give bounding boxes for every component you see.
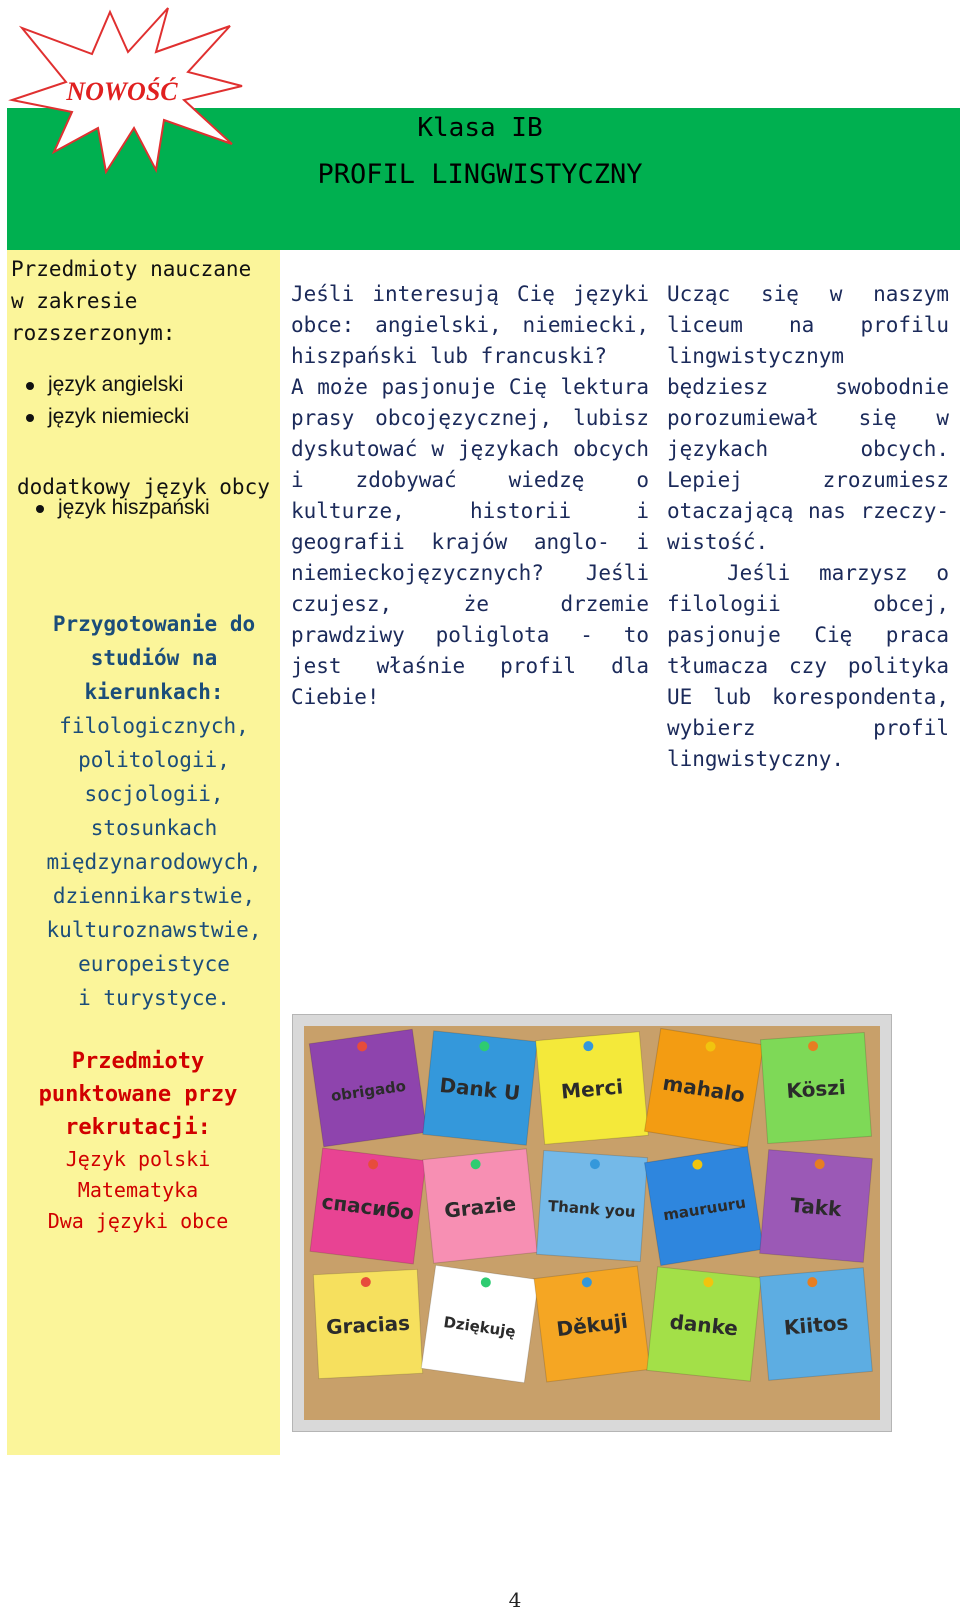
sticky-note-text: Grazie [443, 1191, 518, 1223]
intro-column [291, 279, 649, 713]
sticky-note-text: Köszi [785, 1074, 847, 1104]
sticky-note [645, 1147, 764, 1266]
sticky-note-text: obrigado [329, 1076, 408, 1106]
recruitment-title: Przedmioty punktowane przy rekrutacji: [38, 1049, 238, 1140]
study-preparation-title: Przygotowanie do studiów na kierunkach: [52, 612, 256, 704]
sticky-note-text: Dank U [438, 1072, 522, 1106]
sticky-note [534, 1266, 650, 1382]
intro-paragraph-1: Jeśli interesują Cię języki obce: angielski, niemiecki, hiszpański lub francuski? [291, 282, 649, 368]
sticky-note [760, 1150, 873, 1263]
sticky-note [423, 1149, 537, 1263]
benefits-paragraph-2: Jeśli marzysz o filologii obcej, pasjonuje Cię praca tłumacza czy polityka UE lub korespondenta, wybierz profil lingwistyczny. [667, 561, 949, 771]
sticky-note [760, 1032, 871, 1143]
list-item: Język polski [65, 1147, 211, 1171]
list-item: kulturoznawstwie, [46, 918, 262, 942]
intro-paragraph-2: A może pasjonuje Cię lektura prasy obcojęzycznej, lubisz dyskutować w językach obcych i zdobywać wiedzę o kulturze, historii i geografii krajów anglo- i niemieckojęzycznych? Jeśli czujesz, że drzemie prawdziwy poliglota - to jest właśnie profil dla Ciebie! [291, 375, 649, 709]
sticky-note-text: Gracias [325, 1310, 411, 1340]
list-item: europeistyce [78, 952, 230, 976]
sticky-note-text: Merci [560, 1074, 625, 1104]
extended-subjects-heading: Przedmioty nauczane w zakresie rozszerzonym: [11, 257, 252, 345]
list-item: Matematyka [77, 1178, 199, 1202]
list-item: język angielski [26, 369, 189, 401]
recruitment-subjects [16, 1045, 260, 1237]
sticky-note-text: danke [668, 1309, 740, 1341]
sticky-note-text: спасибо [320, 1189, 416, 1225]
sticky-note-text: mauruuru [661, 1193, 747, 1225]
list-item: język hiszpański [36, 492, 210, 524]
list-item: stosunkach [90, 816, 218, 840]
list-item: międzynarodowych, [46, 850, 262, 874]
study-preparation [32, 607, 276, 1015]
extra-language-list [36, 492, 210, 524]
sticky-note-text: Thank you [547, 1196, 637, 1222]
sticky-note-text: Děkuji [555, 1308, 630, 1342]
sticky-note [421, 1265, 538, 1382]
extended-subjects-list [26, 369, 189, 433]
sticky-note [310, 1148, 426, 1264]
sticky-note-text: Dziękuję [442, 1313, 517, 1341]
sticky-note [536, 1150, 647, 1261]
benefits-paragraph-1: Ucząc się w naszym liceum na profilu lingwistycznym będziesz swobodnie porozumiewał się w językach obcych. Lepiej zrozumiesz otaczającą nas rzeczy-wistość. [667, 282, 949, 554]
new-badge-star-icon [6, 4, 246, 174]
sticky-note [760, 1268, 873, 1381]
sticky-note-text: mahalo [661, 1070, 747, 1108]
benefits-column [667, 279, 949, 775]
list-item: i turystyce. [78, 986, 230, 1010]
sticky-note [647, 1267, 761, 1381]
new-badge-text: NOWOŚĆ [66, 77, 178, 106]
list-item: Dwa języki obce [47, 1209, 229, 1233]
page-number: 4 [508, 1588, 522, 1612]
list-item: język niemiecki [26, 401, 189, 433]
sticky-note [536, 1032, 649, 1145]
list-item: dziennikarstwie, [52, 884, 256, 908]
study-fields [32, 709, 276, 1015]
thank-you-corkboard-image [292, 1014, 892, 1432]
sticky-note [309, 1029, 426, 1146]
profile-title: PROFIL LINGWISTYCZNY [317, 159, 643, 190]
sticky-note [313, 1269, 422, 1378]
sticky-note [423, 1031, 537, 1145]
sticky-note [645, 1029, 764, 1148]
class-title: Klasa IB [417, 113, 543, 143]
list-item: filologicznych, [59, 714, 249, 738]
sticky-note-text: Kiitos [782, 1310, 850, 1340]
list-item: politologii, [78, 748, 230, 772]
sticky-note-text: Takk [789, 1192, 843, 1222]
list-item: socjologii, [84, 782, 224, 806]
extra-language-title: dodatkowy język obcy [17, 475, 270, 499]
